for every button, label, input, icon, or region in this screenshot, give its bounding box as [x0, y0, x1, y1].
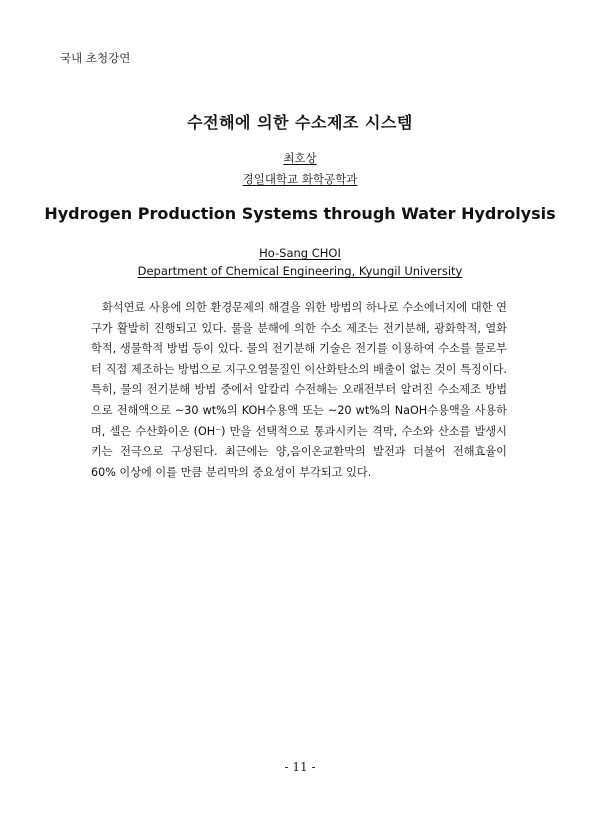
paper-title-korean: 수전해에 의한 수소제조 시스템: [187, 113, 413, 132]
affiliation-korean: 경일대학교 화학공학과: [242, 172, 358, 186]
section-label: 국내 초청강연: [60, 51, 131, 65]
abstract-paragraph: 화석연료 사용에 의한 환경문제의 해결을 위한 방법의 하나로 수소에너지에 대한 연구가 활발히 진행되고 있다. 물을 분해에 의한 수소 제조는 전기분해, 광화학적, 열화학적, 생물학적 방법 등이 있다. 물의 전기분해 기술은 전기를 이용하여 수소를 물로부터 직접 제조하는 방법으로 지구오염물질인 이산화탄소의 배출이 없는 것이 특징이다. 특히, 물의 전기분해 방법 중에서 알칼리 수전해는 오래전부터 알려진 수소제조 방법으로 전해액으로 ~30 wt%의 KOH수용액 또는 ~20 wt%의 NaOH수용액을 사용하며, 셀은 수산화이온 (OH⁻) 만을 선택적으로 통과시키는 격막, 수소와 산소를 발생시키는 전극으로 구성된다. 최근에는 양,음이온교환막의 발전과 더불어 전해효율이 60% 이상에 이를 만큼 분리막의 중요성이 부각되고 있다.: [91, 301, 507, 479]
page-number: - 11 -: [284, 760, 316, 774]
paper-title-english: Hydrogen Production Systems through Water Hydrolysis: [44, 204, 556, 223]
author-name-english: Ho-Sang CHOI: [259, 246, 341, 260]
affiliation-english: Department of Chemical Engineering, Kyungil University: [137, 264, 463, 278]
author-name-korean: 최호상: [283, 151, 317, 165]
